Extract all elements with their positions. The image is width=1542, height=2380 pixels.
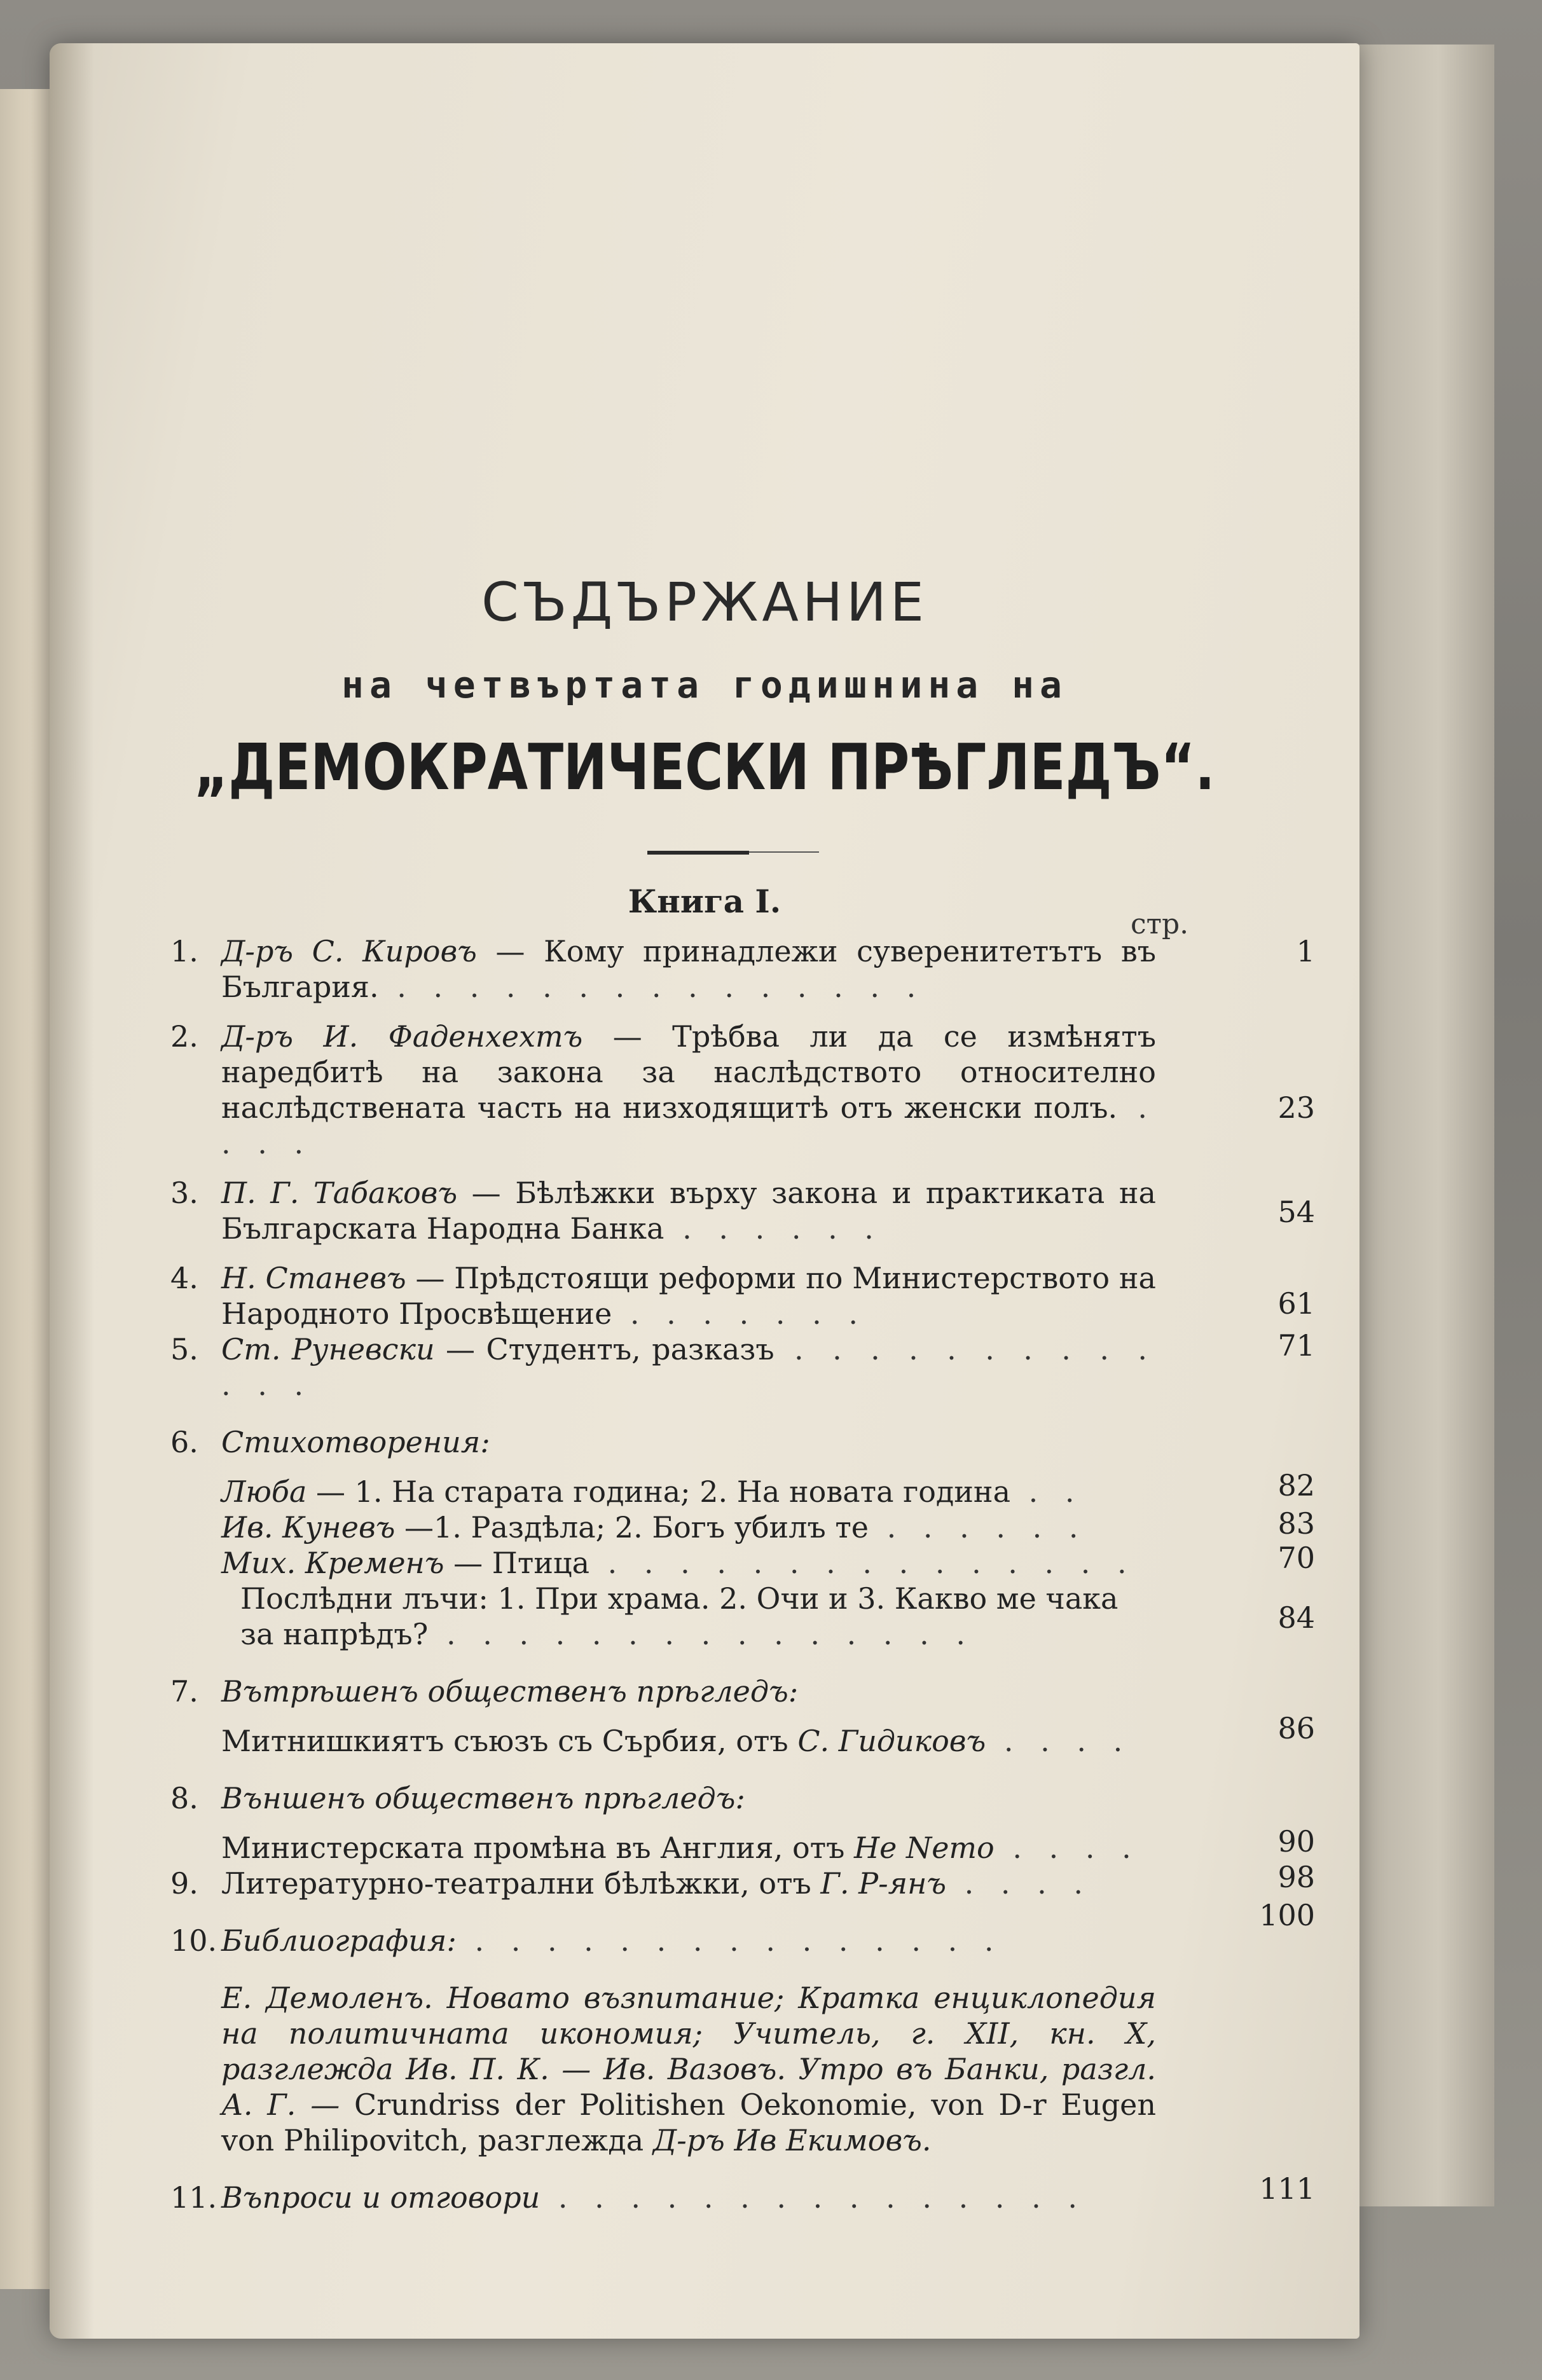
entry-page: 54 [1277, 1195, 1315, 1229]
entry-page: 86 [1277, 1711, 1315, 1745]
entry-number: 5. [170, 1332, 198, 1366]
entry-body [221, 1474, 1156, 1510]
entry-title: — Трѣбва ли да се измѣнятъ наредбитѣ на закона за наслѣдството относително наслѣдствената часть на низходящитѣ отъ женски полъ. [221, 1019, 1156, 1125]
entry-page: 100 [1259, 1898, 1315, 1932]
entry-leader-dots: . . [1010, 1475, 1084, 1509]
page-column-heading: стр. [1131, 908, 1189, 940]
entry-body [221, 1175, 1156, 1246]
title-divider [647, 851, 749, 855]
entry-title: Митнишкиятъ съюзъ съ Сърбия, отъ [221, 1724, 798, 1758]
toc-entry-5 [170, 1328, 1315, 1403]
entry-author: Ст. Руневски [221, 1332, 435, 1366]
entry-leader-dots: . . . . [946, 1866, 1092, 1901]
toc-sub-entry-bibliography [170, 1980, 1315, 2158]
entry-page: 84 [1277, 1600, 1315, 1635]
entry-body [221, 1866, 1156, 1901]
book-cover-right [1354, 45, 1494, 2206]
entry-number: 10. [170, 1923, 217, 1958]
entry-number: 2. [170, 1019, 198, 1054]
bibliography-reviewer: Д-ръ Ив Екимовъ. [652, 2123, 932, 2157]
entry-page: 61 [1277, 1286, 1315, 1321]
entry-body [221, 1923, 1156, 1958]
entry-leader-dots: . . . . . . [664, 1211, 883, 1246]
toc-entry-8 [170, 1780, 1315, 1816]
entry-number: 6. [170, 1425, 198, 1459]
journal-title: „ДЕМОКРАТИЧЕСКИ ПРѢГЛЕДЪ“. [194, 730, 1215, 804]
toc-sub-entry-poem-2 [170, 1506, 1315, 1545]
entry-leader-dots: . . . . [986, 1724, 1132, 1758]
section-title: Стихотворения: [221, 1425, 490, 1459]
entry-body [221, 1723, 1156, 1759]
page-title: СЪДЪРЖАНИЕ [481, 571, 928, 633]
entry-page: 111 [1259, 2171, 1315, 2206]
toc-entry-4 [170, 1260, 1315, 1331]
bibliography-text: Е. Демоленъ. Новато възпитание; Кратка енциклопедия на политичната икономия; Учитель, г. XII, кн. X, разглежда Ив. П. К. — Ив. Вазовъ. Утро въ Банки, разгл. А. Г. — [221, 1981, 1156, 2122]
entry-page: 83 [1277, 1506, 1315, 1541]
toc-sub-entry-poem-4 [170, 1581, 1315, 1652]
entry-leader-dots: . . . . . . . . . . . . . . . [378, 970, 925, 1004]
entry-title: — Кому принадлежи суверенитетътъ въ България. [221, 934, 1156, 1004]
toc-entry-10 [170, 1898, 1315, 1958]
entry-title: — Студентъ, разказъ [434, 1332, 774, 1366]
entry-title: — Прѣдстоящи реформи по Министерството на Народното Просвѣщение [221, 1261, 1156, 1331]
entry-author: Мих. Кременъ [221, 1546, 444, 1580]
page-subtitle: на четвъртата годишнина на [341, 663, 1068, 706]
entry-author: С. Гидиковъ [797, 1724, 986, 1758]
book-page [50, 43, 1360, 2339]
entry-page: 1 [1296, 934, 1315, 968]
entry-leader-dots: . . . . . . . . . . . . . . . [456, 1923, 1003, 1958]
toc-sub-entry-poem-1 [170, 1468, 1315, 1510]
entry-author: Г. Р-янъ [820, 1866, 947, 1901]
section-title: Вътрѣшенъ общественъ прѣгледъ: [221, 1674, 799, 1709]
entry-leader-dots: . . . . . . . [612, 1297, 867, 1331]
entry-page: 23 [1277, 1090, 1315, 1125]
entry-leader-dots: . . . . . . [869, 1510, 1087, 1544]
bibliography-text-foreign: Crundriss der Politishen Oekonomie, von D-r Eugen von Philipovitch, разглежда [221, 2088, 1156, 2157]
entry-body [221, 1545, 1156, 1581]
entry-leader-dots: . . . . [221, 1090, 1156, 1160]
entry-page: 71 [1277, 1328, 1315, 1363]
toc-entry-6 [170, 1424, 1315, 1460]
entry-body [221, 1510, 1156, 1545]
entry-author: Д-ръ И. Фаденхехтъ [221, 1019, 583, 1054]
entry-title: — Птица [444, 1546, 589, 1580]
section-title: Библиография: [221, 1923, 457, 1958]
toc-entry-1 [170, 933, 1315, 1005]
toc-sub-entry-poem-3 [170, 1541, 1315, 1581]
entry-body [221, 1980, 1156, 2158]
entry-author: Д-ръ С. Кировъ [221, 934, 477, 968]
title-divider-thin [749, 851, 819, 853]
entry-body [221, 1674, 1156, 1709]
entry-title: —1. Раздѣла; 2. Богъ убилъ те [395, 1510, 869, 1544]
toc-sub-entry [170, 1711, 1315, 1759]
entry-author: Ив. Куневъ [221, 1510, 396, 1544]
toc-entry-11 [170, 2171, 1315, 2215]
entry-title: — 1. На старата година; 2. На новата година [306, 1475, 1010, 1509]
entry-body [221, 1019, 1156, 1161]
page-content [50, 43, 1360, 2339]
entry-leader-dots: . . . . . . . . . . . . . . . [589, 1546, 1136, 1580]
entry-title: Послѣдни лъчи: 1. При храма. 2. Очи и 3. Какво ме чака за напрѣдъ? [240, 1581, 1119, 1651]
entry-body [221, 1331, 1156, 1403]
entry-leader-dots: . . . . . . . . . . . . . . . [428, 1617, 974, 1651]
entry-number: 3. [170, 1176, 198, 1210]
entry-number: 8. [170, 1781, 198, 1815]
section-title: Външенъ общественъ прѣгледъ: [221, 1781, 745, 1815]
entry-leader-dots: . . . . [994, 1831, 1140, 1865]
entry-body [221, 1424, 1156, 1460]
entry-number: 7. [170, 1674, 198, 1709]
entry-author: Не Nemo [853, 1831, 995, 1865]
entry-leader-dots: . . . . . . . . . . . . . [221, 1332, 1156, 1402]
entry-title: Литературно-театрални бѣлѣжки, отъ [221, 1866, 821, 1901]
entry-number: 11. [170, 2180, 217, 2215]
entry-leader-dots: . . . . . . . . . . . . . . . [540, 2180, 1086, 2215]
toc-entry-3 [170, 1175, 1315, 1246]
book-heading: Книга I. [628, 883, 781, 920]
toc-entry-7 [170, 1674, 1315, 1709]
entry-body [221, 2180, 1156, 2215]
entry-number: 1. [170, 934, 198, 968]
entry-page: 98 [1277, 1860, 1315, 1894]
entry-title: Министерската промѣна въ Англия, отъ [221, 1831, 854, 1865]
entry-body [221, 1780, 1156, 1816]
entry-body [221, 1830, 1156, 1866]
toc-sub-entry [170, 1824, 1315, 1866]
entry-body [221, 933, 1156, 1005]
entry-body [221, 1260, 1156, 1331]
entry-author: П. Г. Табаковъ [221, 1176, 458, 1210]
table-of-contents [170, 933, 1315, 2215]
entry-title: — Бѣлѣжки върху закона и практиката на Българската Народна Банка [221, 1176, 1156, 1246]
entry-page: 82 [1277, 1468, 1315, 1503]
entry-number: 4. [170, 1261, 198, 1295]
entry-page: 90 [1277, 1824, 1315, 1859]
entry-author: Люба [221, 1475, 307, 1509]
entry-body [240, 1581, 1156, 1652]
entry-page: 70 [1277, 1541, 1315, 1575]
section-title: Въпроси и отговори [221, 2180, 540, 2215]
entry-author: Н. Станевъ [221, 1261, 406, 1295]
toc-entry-9 [170, 1860, 1315, 1901]
entry-number: 9. [170, 1866, 198, 1901]
toc-entry-2 [170, 1019, 1315, 1161]
